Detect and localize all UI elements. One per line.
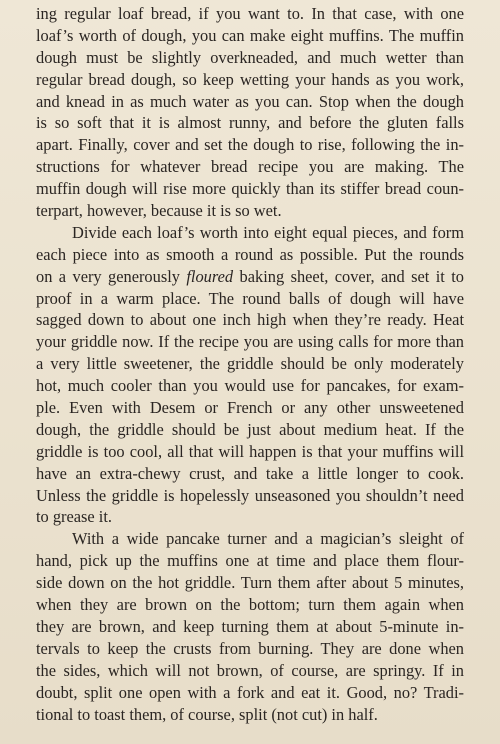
- text-line: muffin dough will rise more quickly than its stiffer bread coun-: [36, 179, 464, 199]
- text-line: terpart, however, because it is so wet.: [36, 201, 282, 221]
- paragraph-2: [36, 222, 464, 528]
- emphasis-floured: floured: [186, 266, 234, 286]
- text-line: a very little sweetener, the griddle should be only moderately: [36, 354, 464, 374]
- text-line: when they are brown on the bottom; turn them again when: [36, 595, 464, 615]
- text-line: have an extra-chewy crust, and take a little longer to cook.: [36, 463, 464, 483]
- text-line: hand, pick up the muffins one at time and place them flour-: [36, 551, 464, 571]
- text-line: tional to toast them, of course, split (not cut) in half.: [36, 704, 378, 724]
- page-text: [36, 3, 464, 725]
- text-line-with-emphasis: [36, 266, 464, 288]
- text-line: proof in a warm place. The round balls of dough will have: [36, 288, 464, 308]
- text-line: regular bread dough, so keep wetting your hands as you work,: [36, 69, 464, 89]
- text-line: ple. Even with Desem or French or any other unsweetened: [36, 398, 464, 418]
- text-run: baking sheet, cover, and set it to: [233, 266, 464, 286]
- text-line: Unless the griddle is hopelessly unseasoned you shouldn’t need: [36, 485, 464, 505]
- paragraph-1: [36, 3, 464, 222]
- text-line: tervals to keep the crusts from burning. They are done when: [36, 638, 464, 658]
- text-line: to grease it.: [36, 507, 113, 527]
- text-line: side down on the hot griddle. Turn them after about 5 minutes,: [36, 573, 464, 593]
- text-line: With a wide pancake turner and a magician’s sleight of: [72, 529, 464, 549]
- text-line: doubt, split one open with a fork and eat it. Good, no? Tradi-: [36, 682, 464, 702]
- text-line: the sides, which will not brown, of course, are springy. If in: [36, 660, 464, 680]
- text-line: hot, much cooler than you would use for pancakes, for exam-: [36, 376, 464, 396]
- text-line: is so soft that it is almost runny, and before the gluten falls: [36, 113, 464, 133]
- text-line: dough, the griddle should be just about medium heat. If the: [36, 419, 464, 439]
- text-line: each piece into as smooth a round as possible. Put the rounds: [36, 244, 464, 264]
- text-line: your griddle now. If the recipe you are using calls for more than: [36, 332, 464, 352]
- text-run: on a very generously: [36, 266, 187, 286]
- text-line: Divide each loaf’s worth into eight equal pieces, and form: [72, 222, 464, 242]
- text-line: loaf’s worth of dough, you can make eight muffins. The muffin: [36, 25, 464, 45]
- text-line: sagged down to about one inch high when they’re ready. Heat: [36, 310, 464, 330]
- text-line: they are brown, and keep turning them at about 5-minute in-: [36, 616, 464, 636]
- text-line: and knead in as much water as you can. Stop when the dough: [36, 91, 464, 111]
- text-line: structions for whatever bread recipe you are making. The: [36, 157, 464, 177]
- text-line: ing regular loaf bread, if you want to. In that case, with one: [36, 4, 464, 23]
- text-line: griddle is too cool, all that will happen is that your muffins will: [36, 441, 464, 461]
- text-line: dough must be slightly overkneaded, and much wetter than: [36, 47, 464, 67]
- paragraph-3: [36, 528, 464, 725]
- text-line: apart. Finally, cover and set the dough to rise, following the in-: [36, 135, 464, 155]
